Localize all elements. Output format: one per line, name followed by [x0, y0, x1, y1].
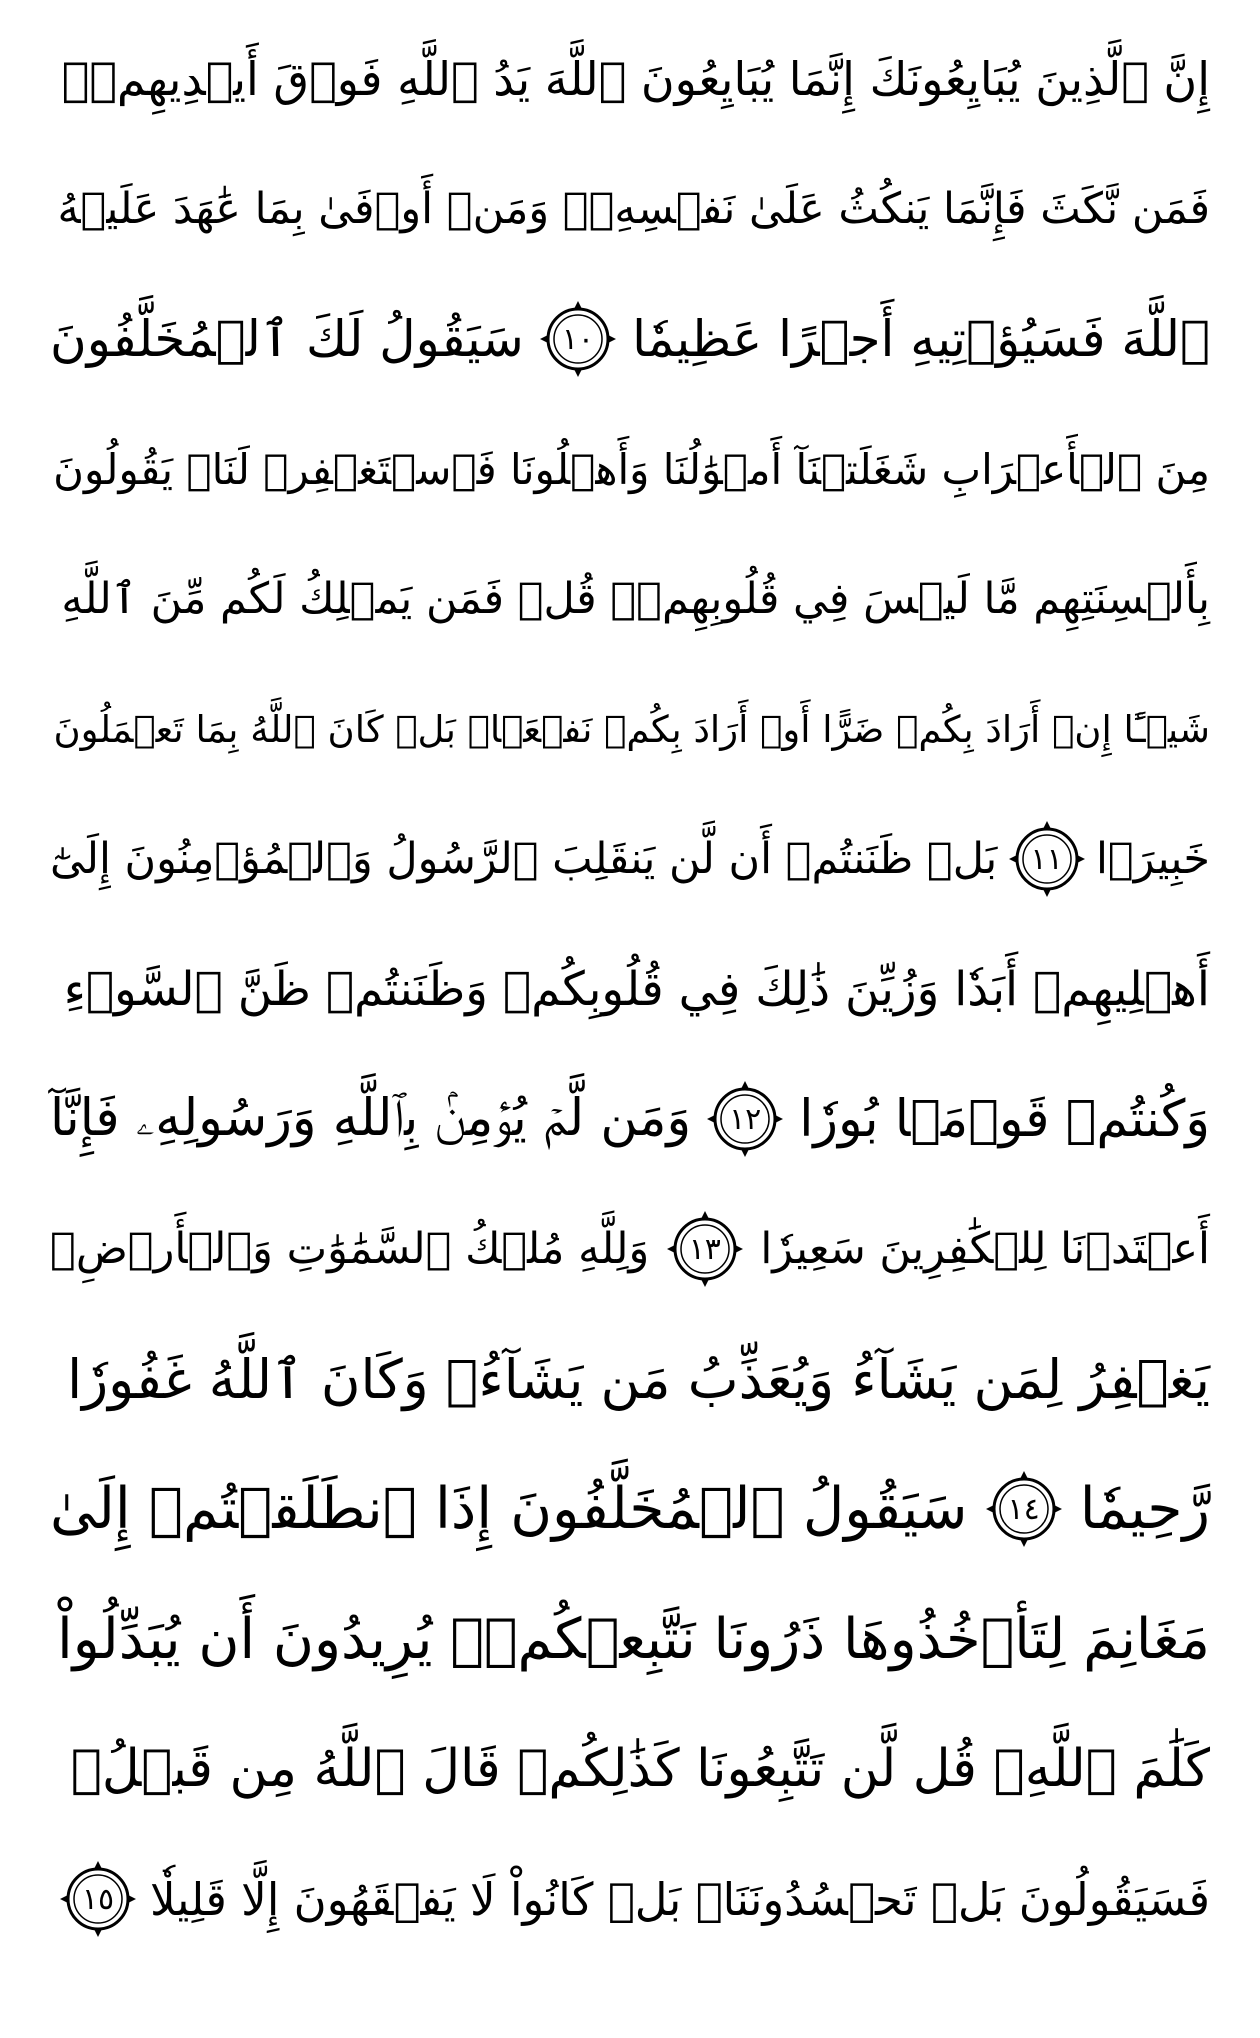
verse-text: أَعۡتَدۡنَا لِلۡكَٰفِرِينَ سَعِيرٗا [760, 1224, 1210, 1274]
ayah-marker [982, 1467, 1066, 1551]
text-line-15 [50, 1840, 1210, 1958]
verse-text: بَلۡ ظَنَنتُمۡ أَن لَّن يَنقَلِبَ ٱلرَّسُولُ وَٱلۡمُؤۡمِنُونَ إِلَىٰٓ [50, 834, 998, 884]
text-line-8 [50, 930, 1210, 1048]
ayah-marker [703, 1077, 787, 1161]
text-line-7 [50, 800, 1210, 918]
ayah-number: ١٣ [688, 1231, 721, 1267]
text-line-11 [50, 1320, 1210, 1438]
verse-text: وَلِلَّهِ مُلۡكُ ٱلسَّمَٰوَٰتِ وَٱلۡأَرۡضِۚ [50, 1224, 650, 1274]
ayah-number: ١٢ [729, 1101, 762, 1137]
verse-text: وَمَن لَّمۡ يُؤۡمِنۢ بِٱللَّهِ وَرَسُولِهِۦ فَإِنَّآ [50, 1089, 692, 1148]
verse-text: مِنَ ٱلۡأَعۡرَابِ شَغَلَتۡنَآ أَمۡوَٰلُنَا وَأَهۡلُونَا فَٱسۡتَغۡفِرۡ لَنَاۚ يَقُولُونَ [53, 444, 1210, 494]
verse-text: بِأَلۡسِنَتِهِم مَّا لَيۡسَ فِي قُلُوبِهِمۡۚ قُلۡ فَمَن يَمۡلِكُ لَكُم مِّنَ ٱللَّهِ [61, 574, 1210, 624]
text-line-3 [50, 280, 1210, 398]
text-line-12 [50, 1450, 1210, 1568]
ayah-number: ١٥ [81, 1881, 115, 1917]
mushaf-page [50, 20, 1210, 2020]
ayah-number: ١١ [1030, 841, 1063, 877]
text-line-1 [50, 20, 1210, 138]
verse-text: وَكُنتُمۡ قَوۡمَۢا بُورٗا [799, 1089, 1210, 1149]
verse-text: سَيَقُولُ لَكَ ٱلۡمُخَلَّفُونَ [50, 310, 524, 368]
text-line-6 [50, 670, 1210, 788]
text-line-2 [50, 150, 1210, 268]
verse-text: كَلَٰمَ ٱللَّهِۚ قُل لَّن تَتَّبِعُونَا كَذَٰلِكُمۡ قَالَ ٱللَّهُ مِن قَبۡلُۖ [70, 1739, 1210, 1799]
text-line-10 [50, 1190, 1210, 1308]
ayah-marker [56, 1857, 140, 1941]
verse-text: يَغۡفِرُ لِمَن يَشَآءُ وَيُعَذِّبُ مَن يَشَآءُۚ وَكَانَ ٱللَّهُ غَفُورٗا [67, 1347, 1210, 1411]
ayah-number: ١٠ [561, 321, 595, 357]
verse-text: أَهۡلِيهِمۡ أَبَدٗا وَزُيِّنَ ذَٰلِكَ فِي قُلُوبِكُمۡ وَظَنَنتُمۡ ظَنَّ ٱلسَّوۡءِ [63, 961, 1210, 1017]
ayah-marker [1005, 817, 1089, 901]
verse-text: رَّحِيمٗا [1079, 1476, 1210, 1542]
verse-text: ٱللَّهَ فَسَيُؤۡتِيهِ أَجۡرًا عَظِيمٗا [632, 310, 1210, 368]
verse-text: سَيَقُولُ ٱلۡمُخَلَّفُونَ إِذَا ٱنطَلَقۡتُمۡ إِلَىٰ [50, 1476, 968, 1542]
verse-text: فَسَيَقُولُونَ بَلۡ تَحۡسُدُونَنَاۚ بَلۡ كَانُواْ لَا يَفۡقَهُونَ إِلَّا قَلِيلٗا [150, 1872, 1210, 1926]
verse-text: شَيۡـًٔا إِنۡ أَرَادَ بِكُمۡ ضَرًّا أَوۡ أَرَادَ بِكُمۡ نَفۡعَۢاۚ بَلۡ كَانَ ٱللَّهُ بِمَا تَعۡمَلُونَ [53, 707, 1210, 751]
ayah-number: ١٤ [1007, 1491, 1040, 1527]
verse-text: خَبِيرَۢا [1095, 834, 1210, 884]
text-line-9 [50, 1060, 1210, 1178]
ayah-marker [536, 297, 620, 381]
text-line-4 [50, 410, 1210, 528]
text-line-14 [50, 1710, 1210, 1828]
text-line-5 [50, 540, 1210, 658]
verse-text: إِنَّ ٱلَّذِينَ يُبَايِعُونَكَ إِنَّمَا يُبَايِعُونَ ٱللَّهَ يَدُ ٱللَّهِ فَوۡقَ أَيۡدِيهِمۡۚ [61, 52, 1210, 106]
text-line-13 [50, 1580, 1210, 1698]
verse-text: فَمَن نَّكَثَ فَإِنَّمَا يَنكُثُ عَلَىٰ نَفۡسِهِۦۖ وَمَنۡ أَوۡفَىٰ بِمَا عَٰهَدَ عَلَيۡهُ [57, 184, 1210, 234]
verse-text: مَغَانِمَ لِتَأۡخُذُوهَا ذَرُونَا نَتَّبِعۡكُمۡۖ يُرِيدُونَ أَن يُبَدِّلُواْ [57, 1606, 1210, 1672]
ayah-marker [663, 1207, 747, 1291]
